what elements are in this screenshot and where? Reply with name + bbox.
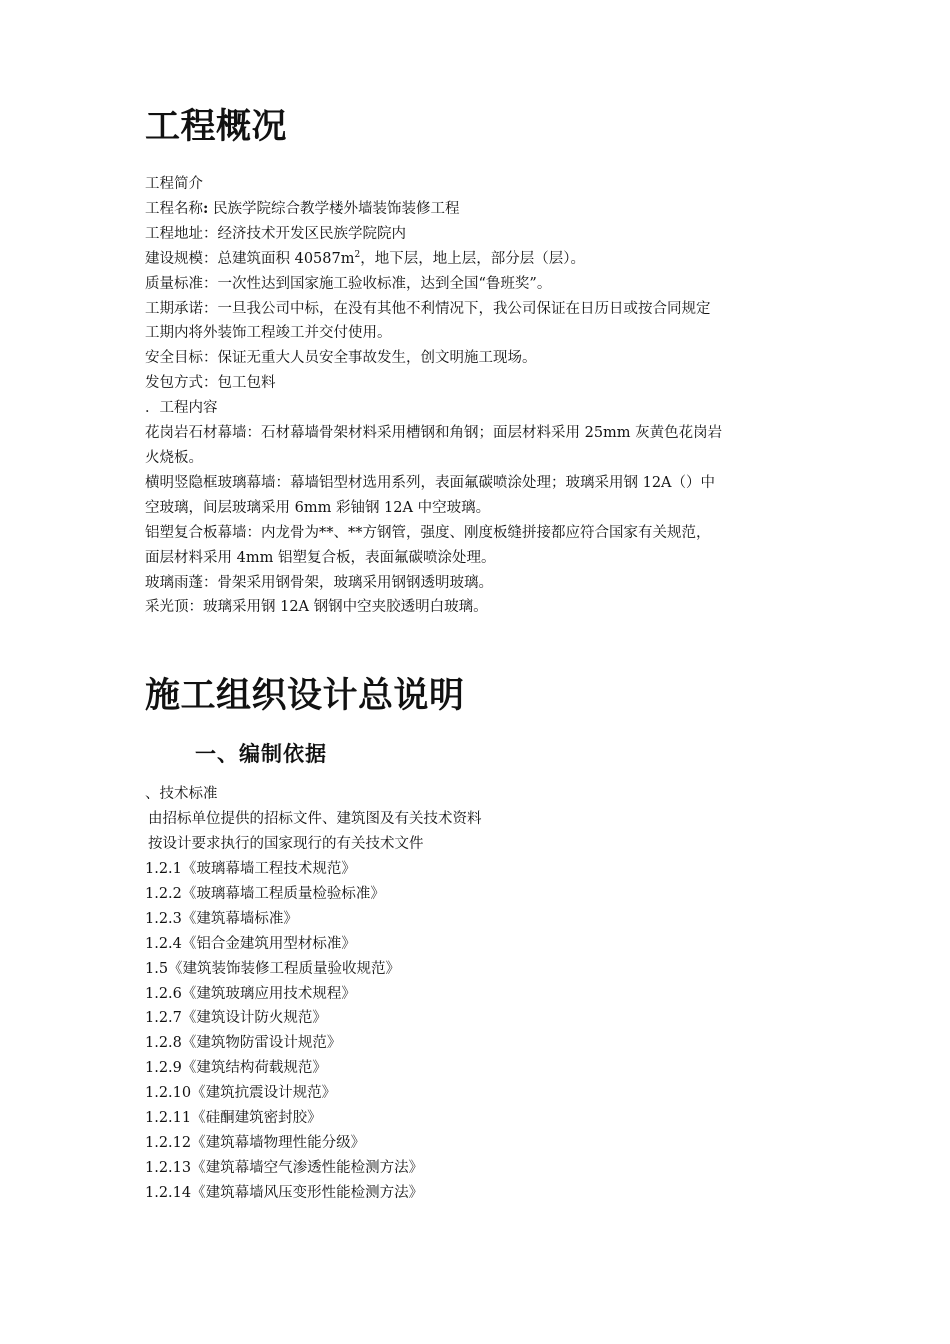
standard-item: 1.2.8《建筑物防雷设计规范》	[145, 1035, 342, 1052]
scale-post: ，地下层，地上层，部分层（层）。	[360, 250, 585, 267]
contract-mode: 发包方式：包工包料	[145, 375, 276, 392]
skylight-line: 采光顶：玻璃采用钢 12A 钢钢中空夹胶透明白玻璃。	[145, 599, 488, 616]
project-scale	[145, 247, 815, 272]
standard-item: 1.5《建筑装饰装修工程质量验收规范》	[145, 960, 401, 977]
quality-standard: 质量标准：一次性达到国家施工验收标准，达到全国“鲁班奖”。	[145, 275, 552, 292]
safety-goal: 安全目标：保证无重大人员安全事故发生，创文明施工现场。	[145, 350, 537, 367]
tech-heading: 、技术标准	[145, 786, 218, 803]
standard-item: 1.2.6《建筑玻璃应用技术规程》	[145, 985, 356, 1002]
standard-item: 1.2.7《建筑设计防火规范》	[145, 1010, 327, 1027]
project-address: 工程地址：经济技术开发区民族学院院内	[145, 225, 406, 242]
glass-line-1: 横明竖隐框玻璃幕墙：幕墙铝型材选用系列，表面氟碳喷涂处理；玻璃采用钢 12A（）中	[145, 474, 716, 491]
schedule-line-2: 工期内将外装饰工程竣工并交付使用。	[145, 325, 392, 342]
standard-item: 1.2.12《建筑幕墙物理性能分级》	[145, 1135, 366, 1151]
project-name-value: 民族学院综合教学楼外墙装饰装修工程	[212, 200, 460, 217]
document-page	[145, 0, 815, 1206]
scale-sup: 2	[354, 249, 361, 260]
content-heading: ．工程内容	[145, 400, 218, 417]
schedule-line-1: 工期承诺：一旦我公司中标，在没有其他不利情况下，我公司保证在日历日或按合同规定	[145, 300, 711, 317]
scale-pre: 建设规模：总建筑面积 40587m	[145, 250, 355, 267]
basis-line-2: 按设计要求执行的国家现行的有关技术文件	[148, 836, 424, 853]
alu-line-1: 铝塑复合板幕墙：内龙骨为**、**方钢管，强度、刚度板缝拼接都应符合国家有关规范，	[145, 524, 711, 541]
name-colon: :	[203, 199, 209, 217]
granite-line-1: 花岗岩石材幕墙：石材幕墙骨架材料采用槽钢和角钢；面层材料采用 25mm 灰黄色花岗岩	[145, 425, 723, 442]
canopy-line: 玻璃雨蓬：骨架采用钢骨架，玻璃采用钢钢透明玻璃。	[145, 574, 493, 591]
standard-item: 1.2.10《建筑抗震设计规范》	[145, 1085, 337, 1102]
standard-item: 1.2.4《铝合金建筑用型材标准》	[145, 935, 356, 952]
glass-line-2: 空玻璃，间层玻璃采用 6mm 彩铀钢 12A 中空玻璃。	[145, 499, 491, 516]
standard-item: 1.2.9《建筑结构荷载规范》	[145, 1060, 327, 1077]
basis-line-1: 由招标单位提供的招标文件、建筑图及有关技术资料	[148, 811, 482, 828]
standard-item: 1.2.2《玻璃幕墙工程质量检验标准》	[145, 885, 385, 902]
granite-line-2: 火烧板。	[145, 449, 203, 466]
overview-title: 工程概况	[145, 107, 288, 147]
standard-item: 1.2.11《硅酮建筑密封胶》	[145, 1110, 322, 1127]
design-title: 施工组织设计总说明	[145, 676, 465, 717]
standard-item: 1.2.13《建筑幕墙空气渗透性能检测方法》	[145, 1159, 424, 1176]
alu-line-2: 面层材料采用 4mm 铝塑复合板，表面氟碳喷涂处理。	[145, 549, 496, 566]
project-name-line	[145, 197, 815, 222]
project-name-label: 工程名称	[145, 200, 203, 217]
standard-item: 1.2.1《玻璃幕墙工程技术规范》	[145, 861, 356, 878]
section-heading: 一、编制依据	[195, 742, 327, 767]
intro-heading: 工程简介	[145, 176, 203, 192]
standard-item: 1.2.14《建筑幕墙风压变形性能检测方法》	[145, 1184, 424, 1201]
standard-item: 1.2.3《建筑幕墙标准》	[145, 910, 298, 927]
design-section	[145, 782, 815, 1205]
overview-section	[145, 172, 815, 620]
